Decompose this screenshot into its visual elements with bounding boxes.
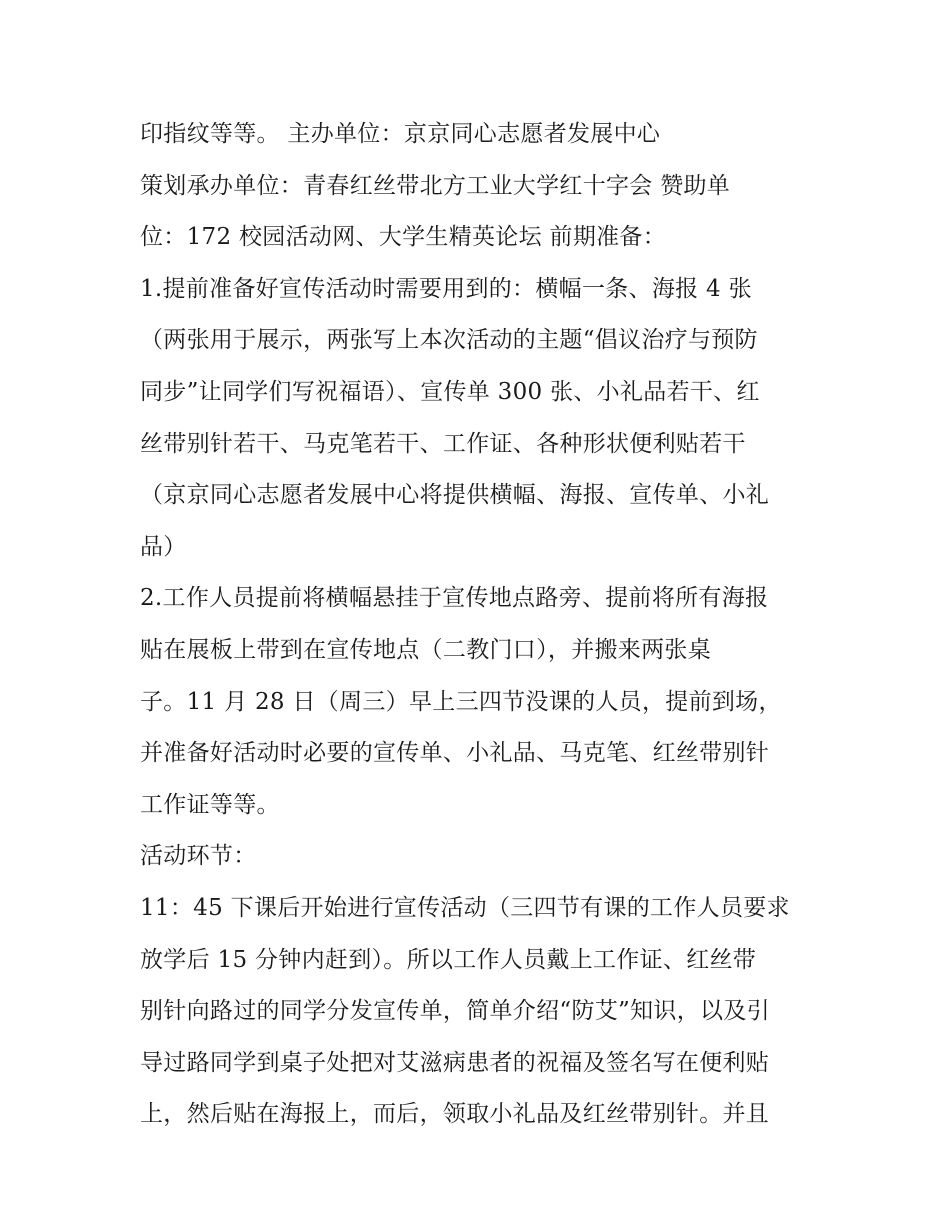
text-line: 贴在展板上带到在宣传地点（二教门口），并搬来两张桌 bbox=[140, 636, 711, 663]
text-line: 位：172 校园活动网、大学生精英论坛 前期准备： bbox=[140, 224, 667, 251]
text-line: 印指纹等等。 主办单位：京京同心志愿者发展中心 bbox=[140, 121, 661, 147]
text-line: 放学后 15 分钟内赶到）。所以工作人员戴上工作证、红丝带 bbox=[140, 946, 757, 973]
text-line: 2.工作人员提前将横幅悬挂于宣传地点路旁、提前将所有海报 bbox=[140, 585, 769, 612]
text-line: （两张用于展示，两张写上本次活动的主题“倡议治疗与预防 bbox=[140, 327, 758, 354]
text-line: 策划承办单位：青春红丝带北方工业大学红十字会 赞助单 bbox=[140, 172, 731, 199]
text-line: 品） bbox=[140, 533, 187, 560]
text-line: 同步”让同学们写祝福语）、宣传单 300 张、小礼品若干、红 bbox=[140, 378, 760, 405]
text-line: 子。11 月 28 日（周三）早上三四节没课的人员，提前到场， bbox=[140, 688, 782, 715]
text-line: 丝带别针若干、马克笔若干、工作证、各种形状便利贴若干 bbox=[140, 430, 746, 457]
text-line: 导过路同学到桌子处把对艾滋病患者的祝福及签名写在便利贴 bbox=[140, 1049, 770, 1076]
text-line: 11：45 下课后开始进行宣传活动（三四节有课的工作人员要求 bbox=[140, 894, 790, 921]
text-line: （京京同心志愿者发展中心将提供横幅、海报、宣传单、小礼 bbox=[140, 482, 770, 509]
text-line: 并准备好活动时必要的宣传单、小礼品、马克笔、红丝带别针 bbox=[140, 740, 770, 767]
text-line: 上，然后贴在海报上，而后，领取小礼品及红丝带别针。并且 bbox=[140, 1101, 770, 1128]
document-body bbox=[140, 109, 830, 1141]
text-line: 活动环节： bbox=[140, 843, 257, 870]
text-line: 工作证等等。 bbox=[140, 791, 280, 818]
text-line: 1.提前准备好宣传活动时需要用到的：横幅一条、海报 4 张 bbox=[140, 275, 752, 302]
text-line: 别针向路过的同学分发宣传单，简单介绍“防艾”知识，以及引 bbox=[140, 998, 770, 1025]
